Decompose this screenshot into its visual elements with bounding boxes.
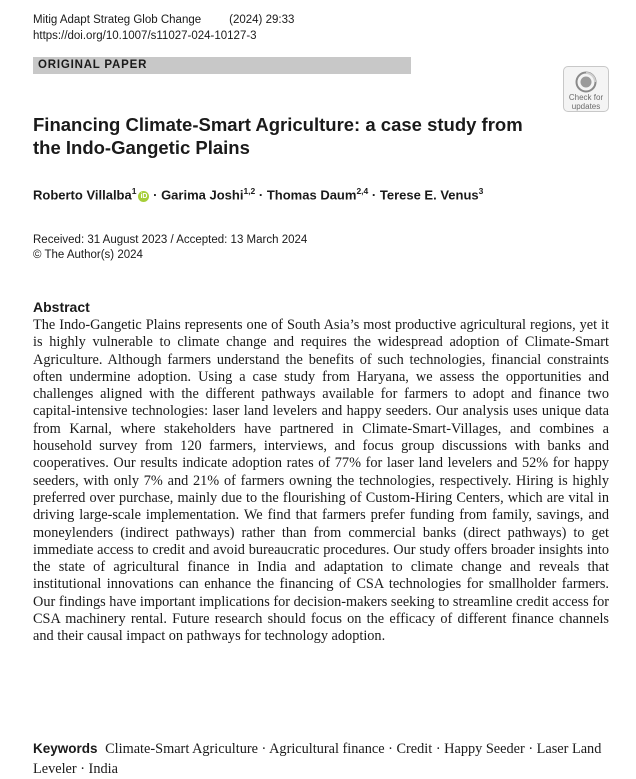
check-label-line1: Check for — [568, 93, 604, 102]
keywords-list: Climate-Smart Agriculture · Agricultural finance · Credit · Happy Seeder · Laser Land Leveler · India — [33, 741, 602, 777]
author-separator: · — [258, 187, 264, 203]
author-separator: · — [371, 187, 377, 203]
journal-year-volume: (2024) 29:33 — [229, 14, 295, 26]
author-affiliation: 2,4 — [356, 186, 369, 196]
journal-name: Mitig Adapt Strateg Glob Change — [33, 14, 202, 26]
abstract-heading: Abstract — [33, 299, 90, 315]
author-separator: · — [153, 187, 158, 203]
keywords-label: Keywords — [33, 741, 98, 756]
keywords-section — [33, 739, 609, 779]
author-name[interactable]: Roberto Villalba — [33, 187, 132, 203]
copyright-notice: © The Author(s) 2024 — [33, 249, 143, 261]
publication-dates — [33, 233, 307, 263]
doi-link[interactable]: https://doi.org/10.1007/s11027-024-10127-3 — [33, 30, 257, 42]
check-label-line2: updates — [571, 102, 601, 111]
author-affiliation: 1 — [131, 186, 137, 196]
author-name[interactable]: Garima Joshi — [161, 187, 244, 203]
journal-citation — [33, 14, 294, 26]
author-affiliation: 1,2 — [243, 186, 256, 196]
abstract-text: The Indo-Gangetic Plains represents one of South Asia’s most productive agricultural regions, yet it is highly vulnerable to climate change and requires the widespread adoption of Climate-Smart Agriculture. Although farmers understand the benefits of such technologies, financial constraints often undermine adoption. Using a case study from Haryana, we assess the opportunities and challenges aligned with the different pathways available for farmers to adopt and finance two capital-intensive technologies: laser land levelers and happy seeders. Our analysis uses unique data from Karnal, where stakeholders have partnered in Climate-Smart-Villages, and combines a household survey from 120 farmers, interviews, and focus group discussions with banks and cooperatives. Our results indicate adoption rates of 77% for laser land levelers and 52% for happy seeders, with only 7% and 21% of farmers owning the technologies, respectively. Hiring is highly preferred over purchase, mainly due to the flourishing of Custom-Hiring Centers, which are vital in driving large-scale implementation. We find that farmers prefer funding from family, savings, and moneylenders (indirect pathways) rather than from commercial banks (direct pathways) to get immediate access to credit and avoid bureaucratic procedures. Our study offers broader insights into the state of agricultural finance in India and adaptation to climate change and reveals that institutional innovations can enhance the financing of CSA technologies for smallholder farmers. Our findings have important implications for decision-makers seeking to streamline credit access for CSA machinery rental. Future research should focus on the efficacy of different finance channels and their causal impact on pathways for technology adoption. — [33, 317, 609, 645]
orcid-icon[interactable]: iD — [140, 193, 148, 201]
author-list — [33, 186, 483, 202]
paper-title: Financing Climate-Smart Agriculture: a case study from the Indo-Gangetic Plains — [33, 114, 523, 158]
check-for-updates-button[interactable] — [563, 66, 609, 112]
check-for-updates-icon — [575, 71, 597, 93]
received-accepted-dates: Received: 31 August 2023 / Accepted: 13 March 2024 — [33, 234, 308, 246]
author-name[interactable]: Thomas Daum — [266, 187, 357, 203]
article-type-bar: ORIGINAL PAPER — [33, 57, 411, 74]
author-affiliation: 3 — [478, 186, 484, 196]
author-name[interactable]: Terese E. Venus — [379, 187, 479, 203]
